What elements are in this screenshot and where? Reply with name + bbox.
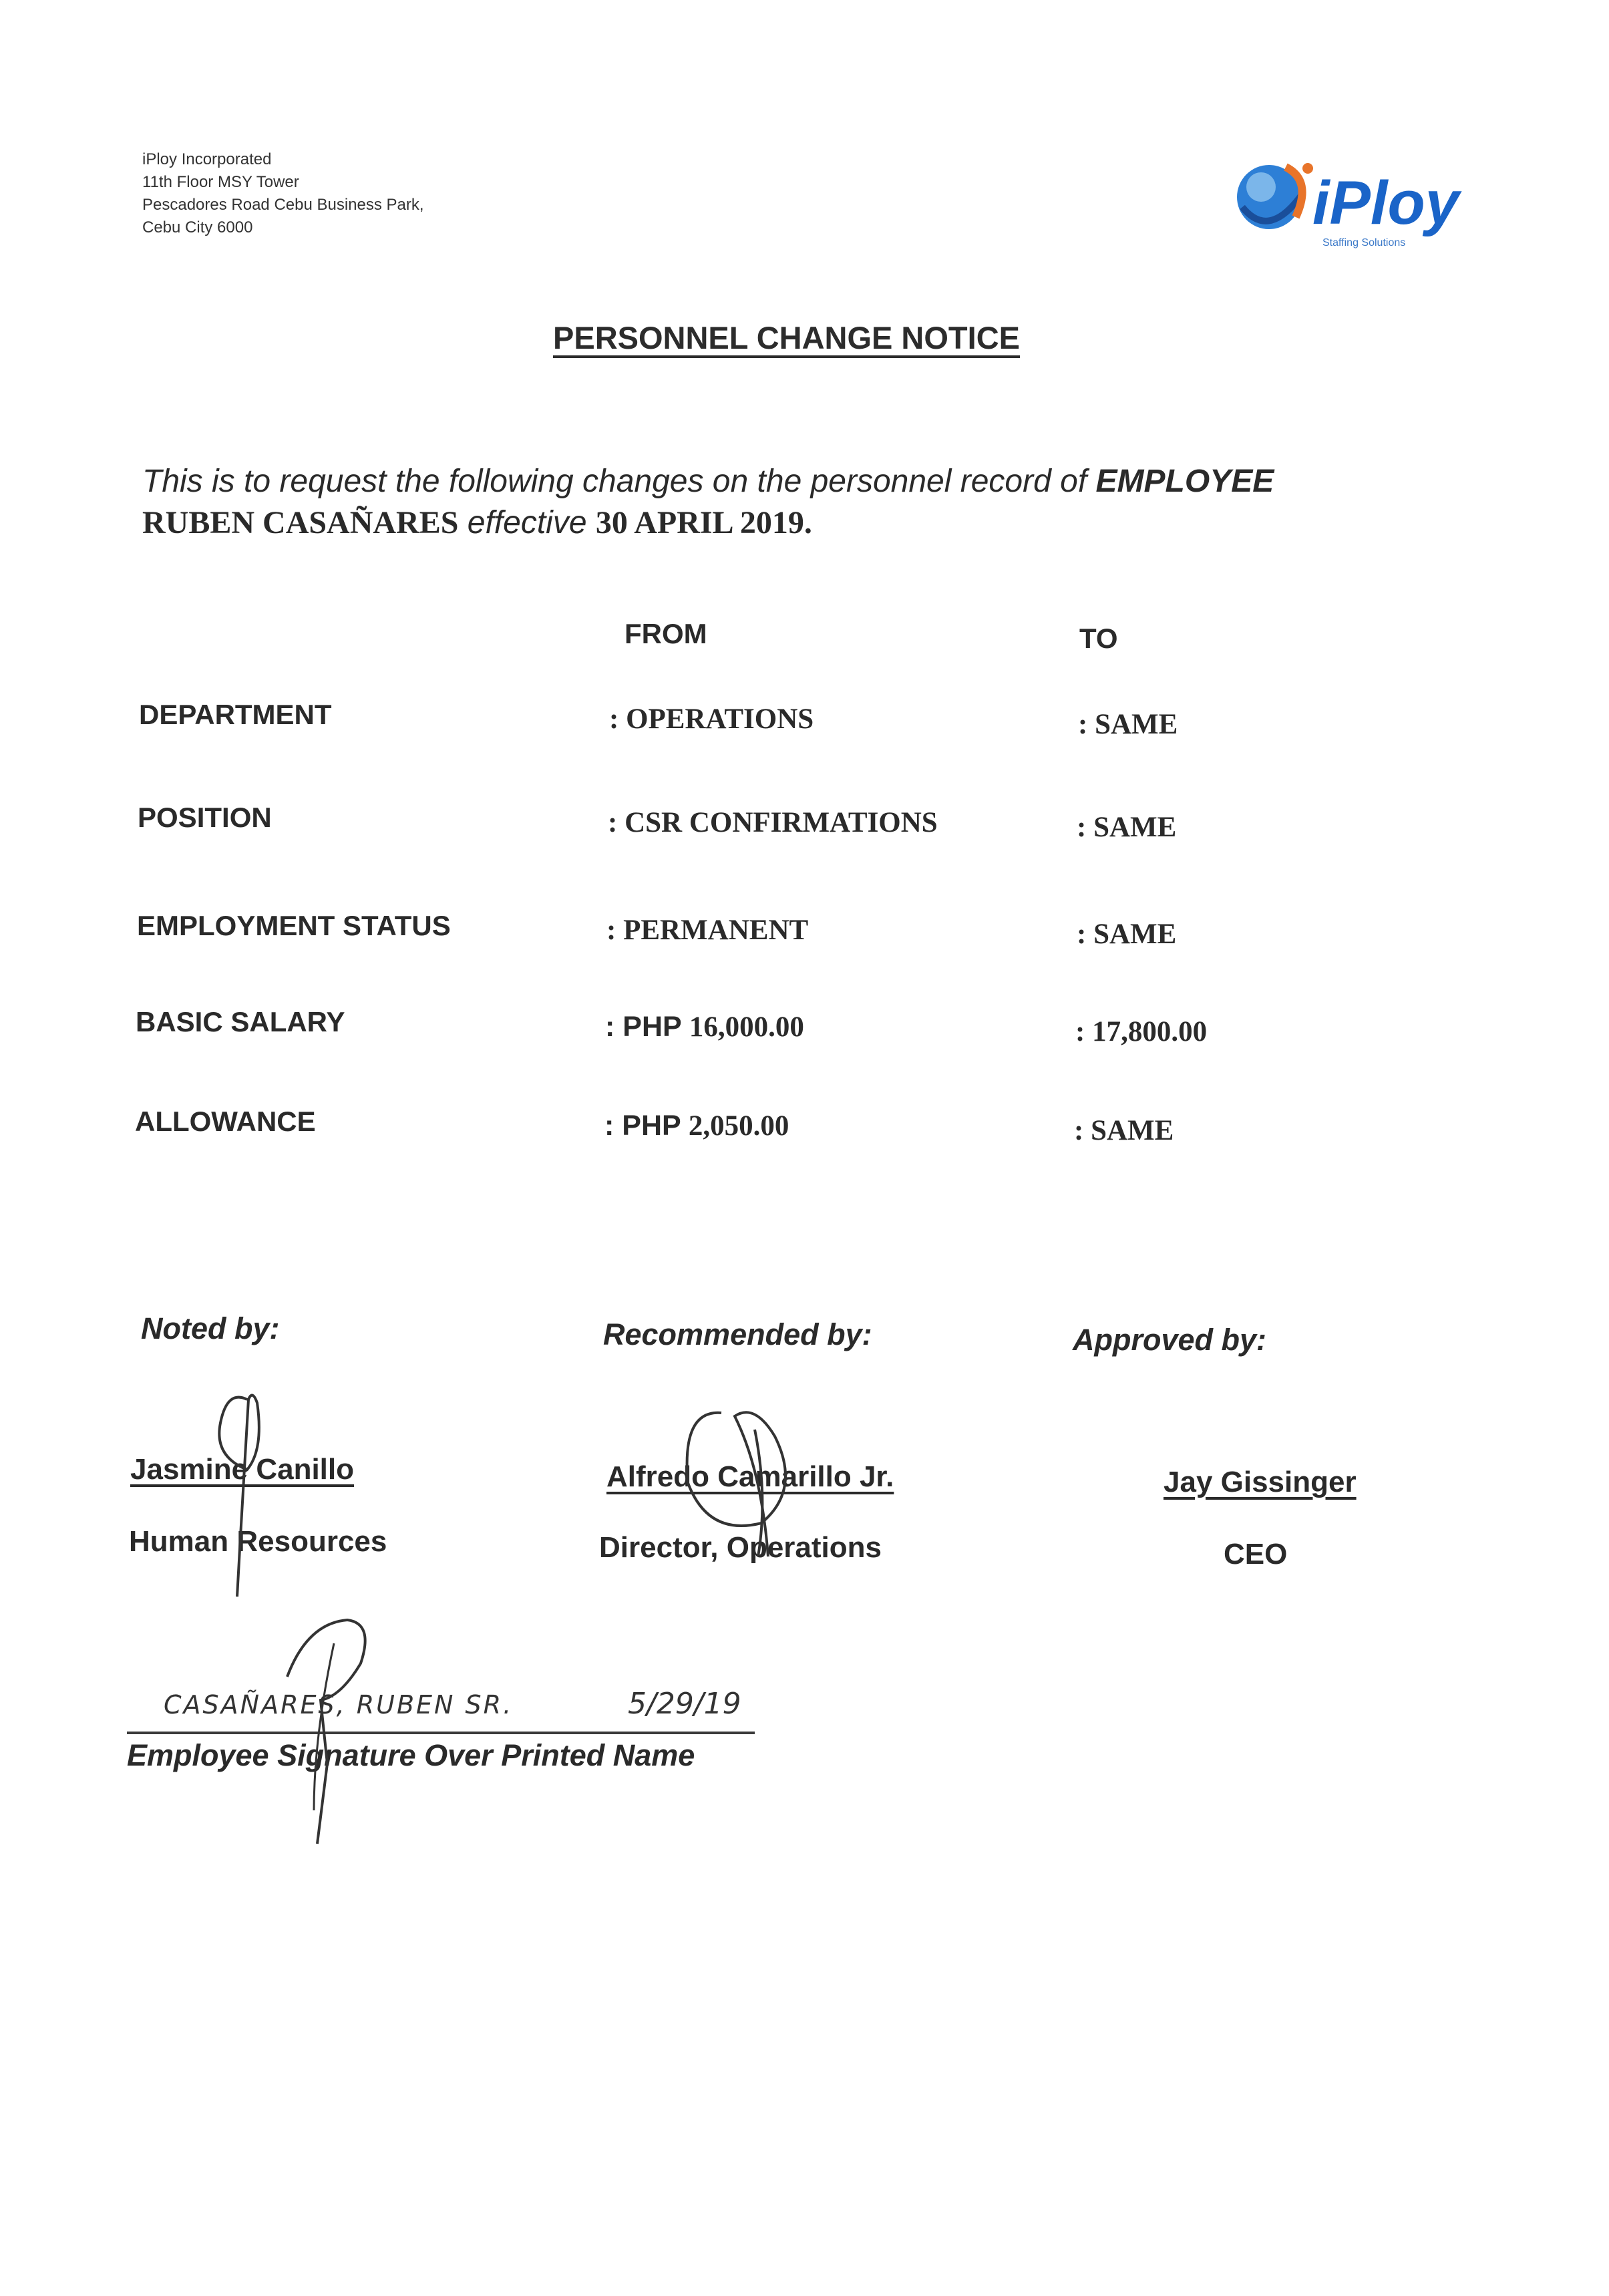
intro-employee-word: EMPLOYEE: [1095, 464, 1274, 499]
approved-by-name: Jay Gissinger: [1164, 1466, 1357, 1498]
currency-prefix: : PHP: [605, 1011, 689, 1043]
currency-prefix: : PHP: [604, 1110, 689, 1142]
row-label-basic-salary: BASIC SALARY: [136, 1006, 345, 1037]
to-header: TO: [1079, 623, 1118, 654]
row-from-department: : OPERATIONS: [609, 703, 814, 735]
employee-signature-caption: Employee Signature Over Printed Name: [127, 1738, 695, 1772]
row-label-allowance: ALLOWANCE: [135, 1106, 316, 1137]
amount: 2,050.00: [688, 1110, 789, 1142]
employee-handwritten-date: 5/29/19: [628, 1687, 741, 1721]
row-label-employment-status: EMPLOYMENT STATUS: [137, 910, 451, 941]
recommended-by-role: Director, Operations: [599, 1531, 882, 1564]
recommended-by-name: Alfredo Camarillo Jr.: [606, 1460, 894, 1493]
approved-by-heading: Approved by:: [1073, 1323, 1267, 1357]
address-line: Cebu City 6000: [142, 218, 253, 236]
approved-by-role: CEO: [1224, 1538, 1288, 1571]
amount: 16,000.00: [689, 1011, 804, 1043]
address-line: Pescadores Road Cebu Business Park,: [142, 196, 424, 214]
employee-name: RUBEN CASAÑARES: [142, 505, 459, 540]
row-to-employment-status: : SAME: [1077, 919, 1177, 950]
intro-text: This is to request the following changes on the personnel record of: [142, 464, 1096, 499]
intro-effective: effective: [458, 505, 596, 540]
noted-by-name: Jasmine Canillo: [130, 1453, 355, 1486]
row-from-position: : CSR CONFIRMATIONS: [608, 807, 938, 838]
employee-handwritten-name: CASAÑARES, RUBEN SR.: [164, 1690, 514, 1719]
row-label-department: DEPARTMENT: [139, 699, 332, 730]
from-header: FROM: [624, 618, 707, 649]
row-label-position: POSITION: [138, 802, 272, 833]
page-title: PERSONNEL CHANGE NOTICE: [553, 320, 1020, 355]
logo-tagline: Staffing Solutions: [1322, 237, 1406, 249]
row-to-department: : SAME: [1078, 709, 1178, 740]
address-line: iPloy Incorporated: [142, 150, 272, 168]
row-from-employment-status: : PERMANENT: [606, 915, 809, 946]
recommended-by-heading: Recommended by:: [603, 1317, 872, 1351]
effective-date: 30 APRIL 2019.: [595, 505, 812, 540]
noted-by-heading: Noted by:: [141, 1311, 280, 1345]
row-to-basic-salary: : 17,800.00: [1075, 1016, 1208, 1047]
row-to-position: : SAME: [1077, 812, 1177, 843]
logo-text: iPloy: [1312, 169, 1459, 237]
noted-by-role: Human Resources: [129, 1525, 387, 1558]
row-to-allowance: : SAME: [1074, 1115, 1174, 1146]
address-line: 11th Floor MSY Tower: [142, 173, 299, 191]
